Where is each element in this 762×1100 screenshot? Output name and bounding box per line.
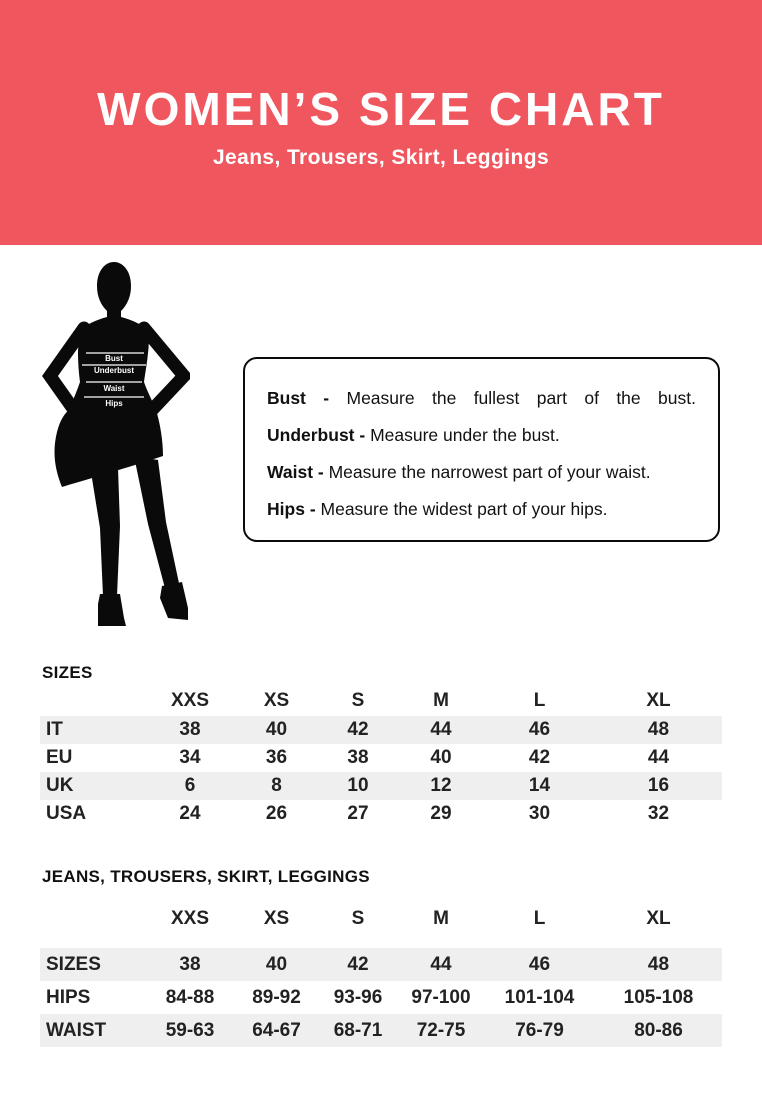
size-cell: 42	[318, 716, 398, 744]
size-cell: 64-67	[235, 1014, 318, 1047]
size-cell: 101-104	[504, 986, 575, 1008]
size-cell: 36	[265, 747, 288, 768]
row-label: UK	[40, 772, 145, 800]
size-cell: 40	[235, 716, 318, 744]
measure-term: Bust	[267, 388, 306, 408]
size-cell: 27	[347, 803, 369, 824]
table-row	[40, 1014, 722, 1047]
column-header: M	[433, 908, 449, 929]
size-cell: 97-100	[411, 986, 471, 1008]
table-row	[40, 744, 722, 772]
column-header: XL	[646, 690, 671, 711]
size-cell: 16	[595, 772, 722, 800]
size-cell: 48	[595, 948, 722, 981]
size-cell: 59-63	[145, 1014, 235, 1047]
size-cell: 26	[265, 803, 288, 824]
measure-desc: Measure the fullest part of the bust.	[346, 388, 696, 408]
hips-label: Hips	[105, 399, 123, 408]
corner-cell	[40, 686, 145, 716]
size-cell: 24	[179, 803, 201, 824]
underbust-label: Underbust	[94, 366, 134, 375]
measure-line-underbust	[267, 423, 696, 447]
size-cell: 29	[430, 803, 452, 824]
header-band	[0, 0, 762, 245]
column-header: M	[433, 690, 449, 711]
table-row	[40, 772, 722, 800]
column-header: XXS	[170, 690, 210, 711]
size-cell: 72-75	[398, 1014, 484, 1047]
size-cell: 105-108	[623, 986, 694, 1008]
size-cell: 32	[647, 803, 670, 824]
bust-label: Bust	[105, 354, 123, 363]
measure-line-hips	[267, 497, 696, 521]
measure-desc: Measure the widest part of your hips.	[320, 499, 608, 519]
size-cell: 46	[484, 948, 595, 981]
size-cell: 48	[595, 716, 722, 744]
column-header: S	[351, 690, 365, 711]
measure-line-bust	[267, 386, 696, 410]
dash-separator: -	[317, 462, 324, 482]
size-cell: 38	[145, 948, 235, 981]
header-row	[40, 904, 722, 948]
size-cell: 89-92	[252, 986, 301, 1008]
size-cell: 80-86	[595, 1014, 722, 1047]
measure-desc: Measure the narrowest part of your waist.	[328, 462, 651, 482]
size-cell: 34	[179, 747, 201, 768]
table-row	[40, 716, 722, 744]
size-cell: 84-88	[165, 986, 215, 1008]
dash-separator: -	[359, 425, 366, 445]
column-header: L	[533, 908, 546, 929]
sizes-section-title: SIZES	[42, 663, 93, 682]
row-label: USA	[46, 803, 87, 824]
column-header: XS	[263, 690, 290, 711]
table-row	[40, 948, 722, 981]
garment-section-title: JEANS, TROUSERS, SKIRT, LEGGINGS	[42, 867, 370, 886]
size-cell: 40	[430, 747, 452, 768]
size-cell: 42	[528, 747, 551, 768]
measure-term: Underbust	[267, 425, 355, 445]
size-cell: 10	[318, 772, 398, 800]
size-cell: 40	[235, 948, 318, 981]
garment-measurements-table	[40, 904, 722, 1047]
column-header: XS	[263, 908, 290, 929]
page-subtitle: Jeans, Trousers, Skirt, Leggings	[212, 146, 550, 169]
size-cell: 8	[235, 772, 318, 800]
corner-cell	[40, 904, 145, 948]
size-cell: 44	[398, 716, 484, 744]
measure-term: Waist	[267, 462, 314, 482]
table-row	[40, 800, 722, 828]
size-cell: 76-79	[484, 1014, 595, 1047]
table-row	[40, 981, 722, 1014]
column-header: XXS	[170, 908, 210, 929]
measure-term: Hips	[267, 499, 305, 519]
silhouette-right-leg	[134, 456, 180, 592]
row-label: HIPS	[46, 986, 91, 1008]
measure-line-waist	[267, 460, 696, 484]
column-header: S	[351, 908, 365, 929]
page-title: WOMEN’S SIZE CHART	[97, 83, 665, 135]
size-cell: 44	[647, 747, 670, 768]
size-cell: 38	[347, 747, 369, 768]
woman-silhouette-icon	[40, 260, 190, 632]
size-cell: 30	[528, 803, 551, 824]
size-cell: 12	[398, 772, 484, 800]
row-label: WAIST	[40, 1014, 145, 1047]
international-sizes-table	[40, 686, 722, 828]
size-cell: 46	[484, 716, 595, 744]
row-label: IT	[40, 716, 145, 744]
measurement-info-box	[243, 357, 720, 542]
silhouette-left-leg	[90, 466, 120, 596]
dash-separator: -	[309, 499, 316, 519]
header-row	[40, 686, 722, 716]
size-cell: 14	[484, 772, 595, 800]
size-cell: 68-71	[318, 1014, 398, 1047]
row-label: SIZES	[40, 948, 145, 981]
silhouette-left-shoe	[98, 594, 126, 626]
row-label: EU	[46, 747, 73, 768]
size-cell: 38	[145, 716, 235, 744]
column-header: L	[533, 690, 546, 711]
column-header: XL	[646, 908, 671, 929]
size-cell: 6	[145, 772, 235, 800]
size-cell: 93-96	[333, 986, 383, 1008]
size-cell: 44	[398, 948, 484, 981]
measure-desc: Measure under the bust.	[370, 425, 560, 445]
silhouette-right-shoe	[160, 582, 188, 620]
waist-label: Waist	[103, 384, 125, 393]
dash-separator: -	[323, 388, 330, 408]
size-cell: 42	[318, 948, 398, 981]
